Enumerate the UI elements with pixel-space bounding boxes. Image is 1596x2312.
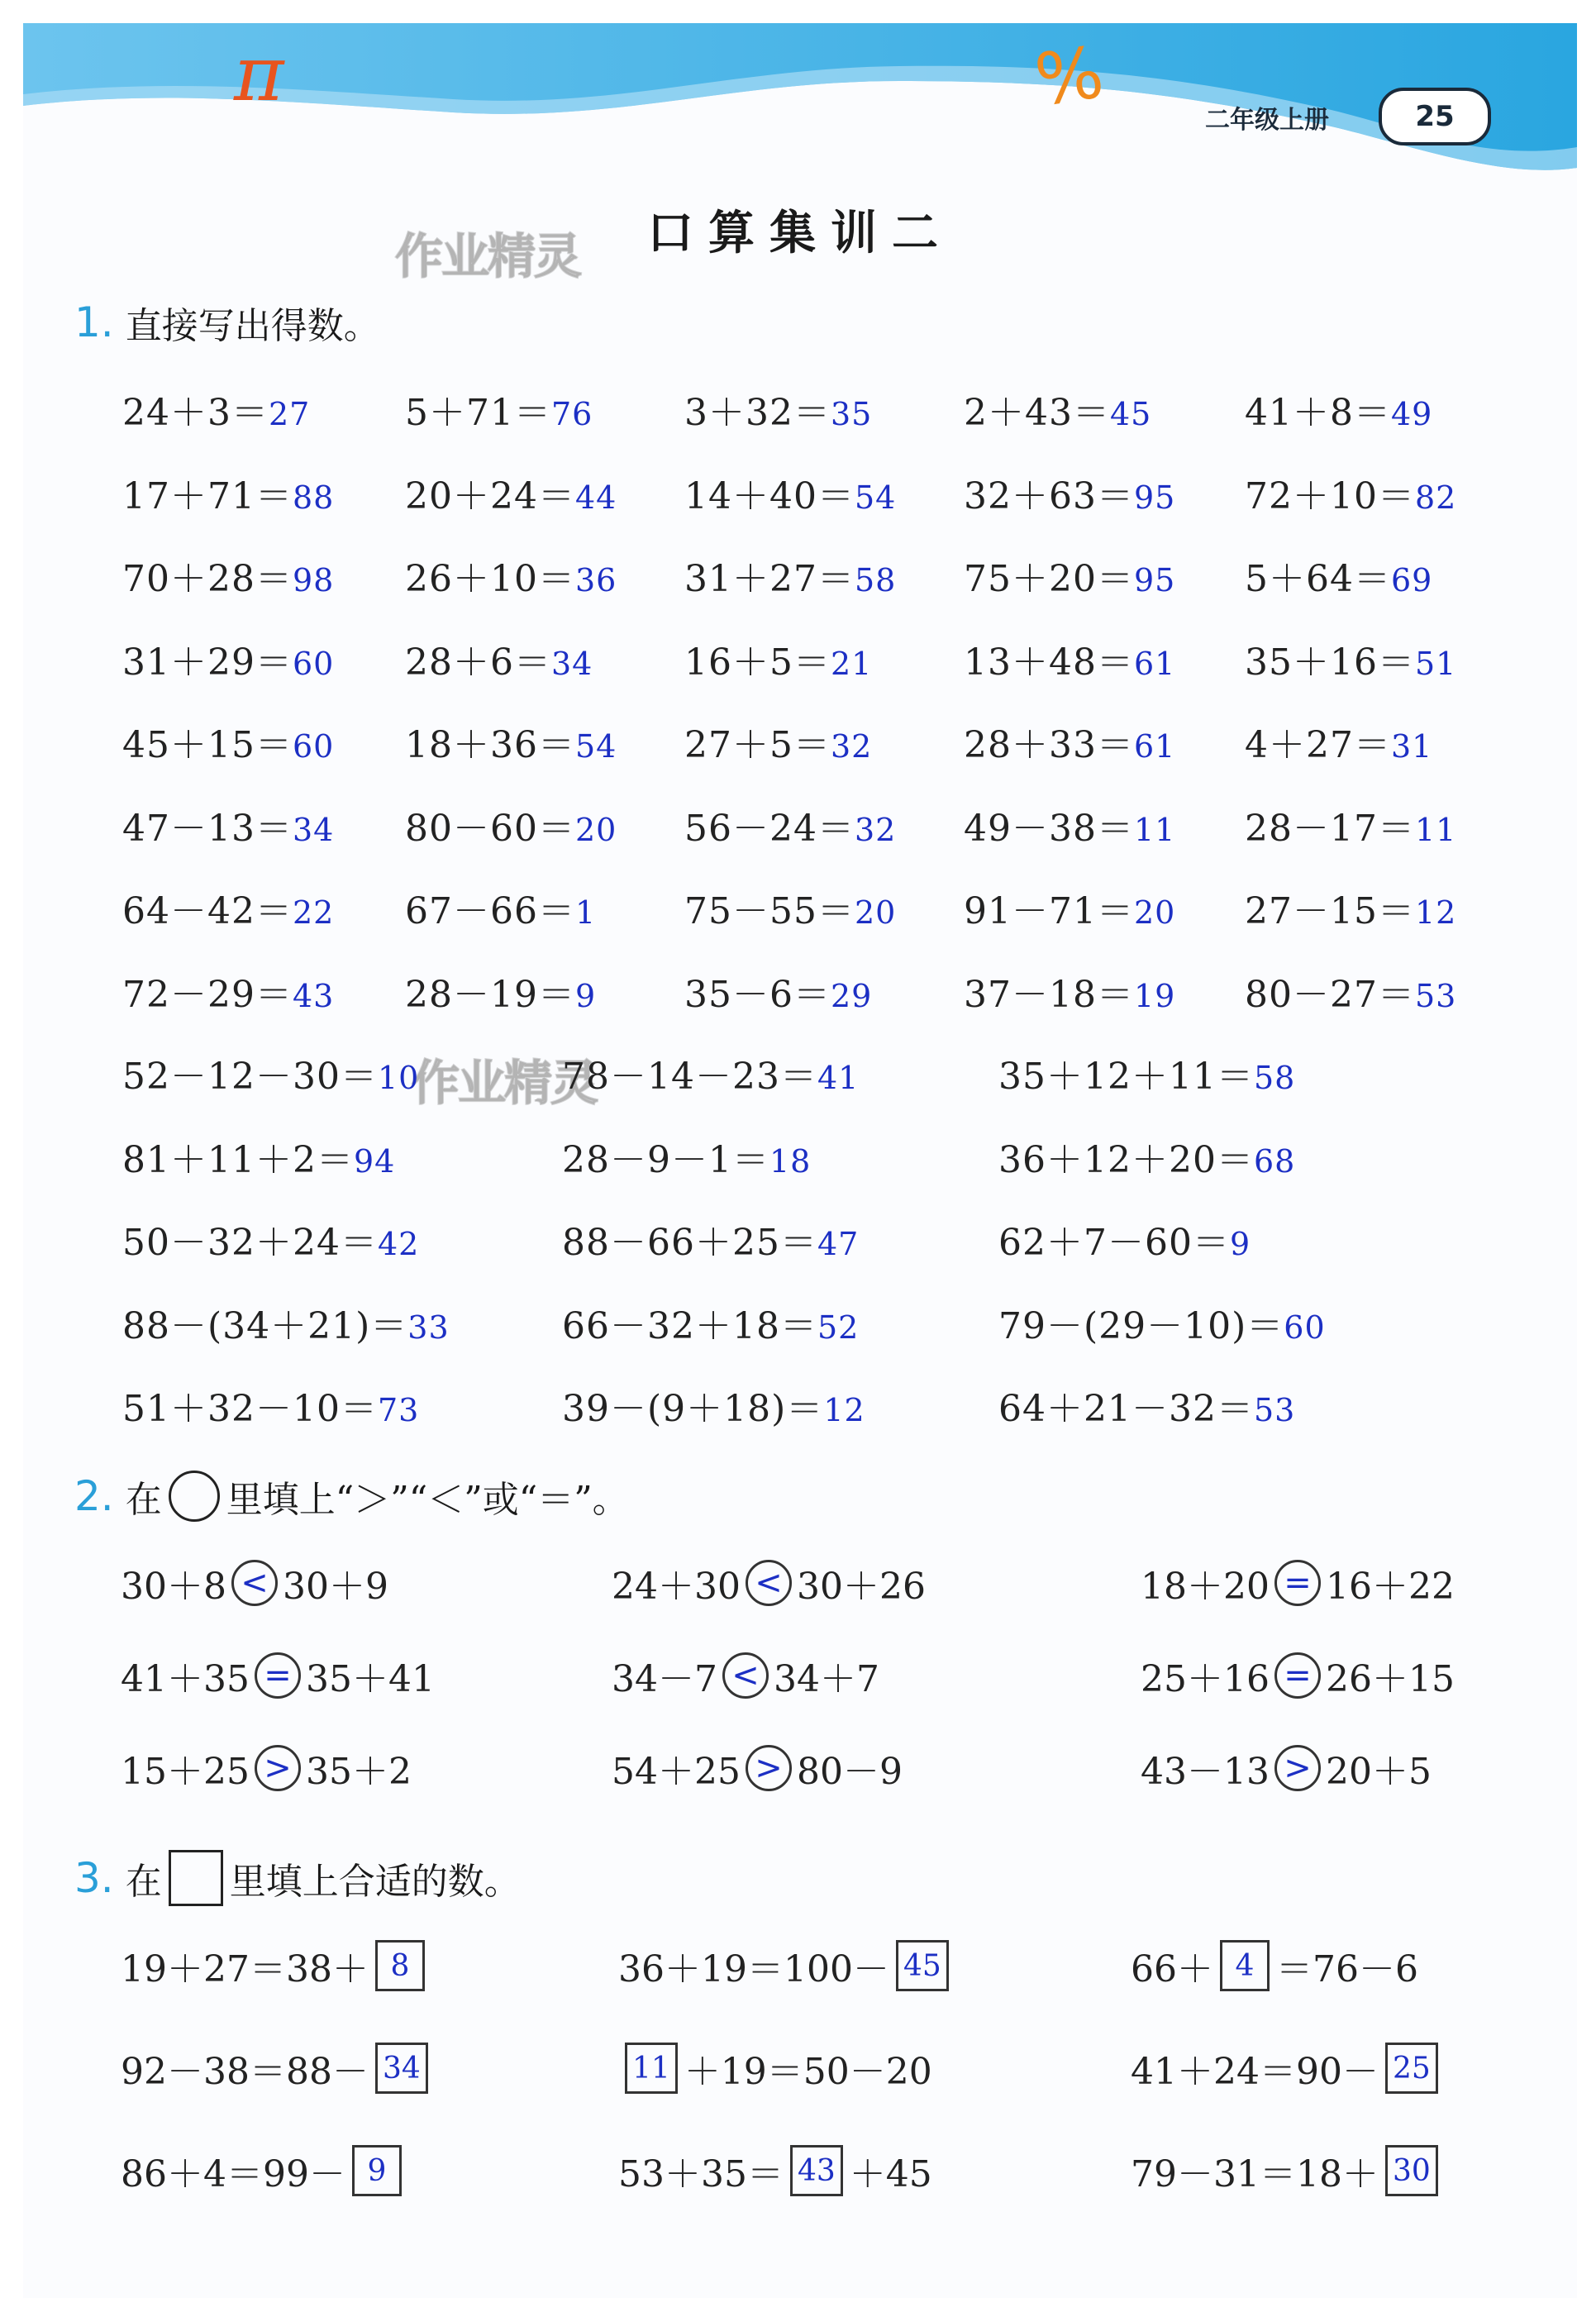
comparison-left: 34－7 — [612, 1658, 717, 1700]
equation-item — [122, 466, 334, 519]
circle-placeholder-icon — [169, 1471, 220, 1522]
equation-item — [964, 798, 1175, 851]
equation-text: 16＋5＝ — [684, 641, 831, 684]
equation-item — [1245, 715, 1432, 768]
equation-item — [964, 881, 1175, 934]
percent-symbol-icon: % — [1030, 31, 1109, 123]
comparison-left: 43－13 — [1141, 1751, 1270, 1793]
equation-item — [964, 549, 1175, 602]
equation-text: 64－42＝ — [122, 890, 293, 932]
equation-text: 24＋3＝ — [122, 392, 269, 434]
fill-in-answer-box: 34 — [375, 2043, 428, 2094]
comparison-item — [612, 1556, 926, 1609]
section-1-heading — [74, 296, 380, 349]
equation-item — [122, 715, 334, 768]
section-instruction: 直接写出得数。 — [125, 305, 380, 347]
equation-text: 70＋28＝ — [122, 558, 293, 600]
equation-item — [998, 1130, 1295, 1183]
comparison-right: 30＋26 — [796, 1566, 926, 1608]
answer-text: 34 — [550, 645, 593, 682]
comparison-left: 54＋25 — [612, 1751, 741, 1793]
equation-text: 31＋27＝ — [684, 558, 855, 600]
answer-text: 88 — [292, 479, 335, 516]
equation-text: 41＋8＝ — [1245, 392, 1391, 434]
equation-text: 26＋10＝ — [405, 558, 575, 600]
answer-text: 69 — [1390, 562, 1433, 598]
comparison-right: 35＋2 — [305, 1751, 412, 1793]
answer-text: 31 — [1390, 728, 1433, 765]
section-number: 3. — [74, 1854, 114, 1902]
answer-text: 58 — [1253, 1060, 1296, 1096]
equation-text: 49－38＝ — [964, 807, 1134, 850]
equation-item — [405, 466, 617, 519]
comparison-item — [121, 1649, 435, 1702]
answer-text: 51 — [1414, 645, 1457, 682]
answer-text: 22 — [292, 894, 335, 931]
fill-in-item — [618, 1939, 955, 1992]
answer-text: 9 — [1229, 1226, 1251, 1262]
equation-text: 28－17＝ — [1245, 807, 1415, 850]
answer-text: 12 — [823, 1392, 865, 1428]
comparison-answer-circle: = — [255, 1652, 301, 1699]
section-2-heading — [74, 1470, 629, 1523]
section-instruction-prefix: 在 — [125, 1479, 162, 1521]
equation-text: 45＋15＝ — [122, 724, 293, 766]
equation-text: 72＋10＝ — [1245, 474, 1415, 517]
equation-item — [122, 632, 334, 685]
fill-in-left: 79－31＝18＋ — [1131, 2153, 1379, 2195]
equation-text: 80－27＝ — [1245, 973, 1415, 1016]
comparison-right: 80－9 — [796, 1751, 903, 1793]
section-number: 1. — [74, 298, 114, 346]
workbook-page — [23, 23, 1577, 2298]
answer-text: 20 — [1133, 894, 1176, 931]
equation-item — [684, 466, 896, 519]
answer-text: 20 — [854, 894, 897, 931]
fill-in-left: 92－38＝88－ — [121, 2051, 369, 2093]
equation-item — [1245, 632, 1456, 685]
answer-text: 1 — [574, 894, 597, 931]
answer-text: 29 — [830, 977, 873, 1014]
comparison-left: 30＋8 — [121, 1566, 226, 1608]
equation-text: 39－(9＋18)＝ — [562, 1388, 824, 1430]
equation-item — [562, 1046, 859, 1099]
equation-item — [964, 466, 1175, 519]
answer-text: 27 — [268, 396, 311, 432]
answer-text: 32 — [830, 728, 873, 765]
fill-in-left: 66＋ — [1131, 1948, 1213, 1990]
answer-text: 12 — [1414, 894, 1457, 931]
answer-text: 54 — [574, 728, 617, 765]
section-number: 2. — [74, 1472, 114, 1520]
grade-label: 二年级上册 — [1205, 106, 1329, 135]
equation-text: 78－14－23＝ — [562, 1056, 817, 1098]
answer-text: 60 — [292, 728, 335, 765]
answer-text: 32 — [854, 811, 897, 848]
fill-in-item — [121, 2042, 435, 2095]
answer-text: 60 — [292, 645, 335, 682]
equation-item — [998, 1213, 1251, 1266]
answer-text: 21 — [830, 645, 873, 682]
equation-text: 3＋32＝ — [684, 392, 831, 434]
equation-text: 81＋11＋2＝ — [122, 1138, 354, 1181]
answer-text: 45 — [1109, 396, 1152, 432]
equation-text: 14＋40＝ — [684, 474, 855, 517]
fill-in-left: 36＋19＝100－ — [618, 1948, 889, 1990]
comparison-left: 25＋16 — [1141, 1658, 1270, 1700]
equation-item — [122, 965, 334, 1018]
equation-item — [964, 632, 1175, 685]
answer-text: 35 — [830, 396, 873, 432]
comparison-left: 41＋35 — [121, 1658, 250, 1700]
answer-text: 68 — [1253, 1142, 1296, 1180]
equation-item — [122, 798, 334, 851]
equation-text: 66－32＋18＝ — [562, 1304, 817, 1347]
equation-text: 62＋7－60＝ — [998, 1222, 1230, 1264]
equation-item — [684, 965, 872, 1018]
comparison-item — [1141, 1649, 1455, 1702]
answer-text: 61 — [1133, 728, 1176, 765]
equation-item — [562, 1130, 811, 1183]
equation-item — [122, 549, 334, 602]
equation-text: 88－66＋25＝ — [562, 1222, 817, 1264]
equation-item — [405, 798, 617, 851]
comparison-item — [1141, 1556, 1455, 1609]
comparison-item — [612, 1649, 879, 1702]
equation-item — [1245, 549, 1432, 602]
comparison-answer-circle: = — [1274, 1560, 1321, 1606]
equation-text: 35－6＝ — [684, 973, 831, 1016]
equation-text: 28＋33＝ — [964, 724, 1134, 766]
equation-text: 50－32＋24＝ — [122, 1222, 378, 1264]
equation-item — [122, 881, 334, 934]
equation-text: 80－60＝ — [405, 807, 575, 850]
equation-item — [998, 1379, 1295, 1432]
fill-in-left: 41＋24＝90－ — [1131, 2051, 1379, 2093]
fill-in-answer-box: 45 — [896, 1940, 949, 1991]
answer-text: 43 — [292, 977, 335, 1014]
pi-symbol-icon: π — [234, 30, 284, 118]
fill-in-item — [121, 1939, 431, 1992]
comparison-item — [121, 1556, 388, 1609]
equation-item — [122, 1130, 395, 1183]
equation-item — [562, 1213, 859, 1266]
equation-item — [1245, 881, 1456, 934]
fill-in-right: ＋19＝50－20 — [684, 2051, 932, 2093]
equation-text: 2＋43＝ — [964, 392, 1110, 434]
equation-text: 91－71＝ — [964, 890, 1134, 932]
equation-item — [405, 383, 593, 436]
section-instruction-prefix: 在 — [125, 1861, 162, 1903]
answer-text: 49 — [1390, 396, 1433, 432]
comparison-item — [121, 1742, 412, 1795]
equation-text: 18＋36＝ — [405, 724, 575, 766]
fill-in-answer-box: 30 — [1385, 2145, 1438, 2196]
equation-item — [964, 965, 1175, 1018]
equation-text: 13＋48＝ — [964, 641, 1134, 684]
equation-text: 37－18＝ — [964, 973, 1134, 1016]
equation-text: 75＋20＝ — [964, 558, 1134, 600]
comparison-right: 20＋5 — [1325, 1751, 1432, 1793]
answer-text: 61 — [1133, 645, 1176, 682]
equation-item — [122, 1379, 419, 1432]
fill-in-answer-box: 43 — [790, 2145, 843, 2196]
answer-text: 58 — [854, 562, 897, 598]
answer-text: 82 — [1414, 479, 1457, 516]
section-instruction: 里填上合适的数。 — [229, 1861, 521, 1903]
equation-item — [122, 383, 310, 436]
equation-text: 75－55＝ — [684, 890, 855, 932]
comparison-right: 30＋9 — [282, 1566, 388, 1608]
equation-text: 64＋21－32＝ — [998, 1388, 1254, 1430]
fill-in-answer-box: 4 — [1220, 1940, 1270, 1991]
answer-text: 98 — [292, 562, 335, 598]
comparison-item — [1141, 1742, 1432, 1795]
answer-text: 53 — [1253, 1392, 1296, 1428]
answer-text: 11 — [1414, 811, 1457, 848]
watermark: 作业精灵 — [395, 228, 581, 284]
answer-text: 73 — [377, 1392, 420, 1428]
equation-text: 47－13＝ — [122, 807, 293, 850]
comparison-right: 34＋7 — [773, 1658, 879, 1700]
equation-text: 88－(34＋21)＝ — [122, 1304, 408, 1347]
fill-in-left: 86＋4＝99－ — [121, 2153, 345, 2195]
fill-in-item — [1131, 2144, 1445, 2197]
comparison-answer-circle: > — [746, 1745, 792, 1791]
equation-item — [998, 1296, 1326, 1349]
square-placeholder-icon — [169, 1850, 223, 1906]
comparison-item — [612, 1742, 903, 1795]
fill-in-right: ＝76－6 — [1276, 1948, 1418, 1990]
answer-text: 94 — [353, 1142, 396, 1180]
equation-item — [964, 715, 1175, 768]
comparison-left: 18＋20 — [1141, 1566, 1270, 1608]
equation-text: 51＋32－10＝ — [122, 1388, 378, 1430]
equation-item — [405, 965, 596, 1018]
answer-text: 47 — [817, 1226, 860, 1262]
comparison-left: 15＋25 — [121, 1751, 250, 1793]
watermark: 作业精灵 — [412, 1055, 598, 1111]
equation-text: 27－15＝ — [1245, 890, 1415, 932]
comparison-right: 35＋41 — [305, 1658, 435, 1700]
fill-in-item — [618, 2042, 932, 2095]
equation-item — [684, 632, 872, 685]
fill-in-answer-box: 25 — [1385, 2043, 1438, 2094]
answer-text: 54 — [854, 479, 897, 516]
equation-text: 56－24＝ — [684, 807, 855, 850]
equation-item — [684, 798, 896, 851]
equation-item — [405, 549, 617, 602]
comparison-answer-circle: < — [746, 1560, 792, 1606]
equation-item — [684, 715, 872, 768]
equation-text: 4＋27＝ — [1245, 724, 1391, 766]
equation-item — [684, 549, 896, 602]
answer-text: 20 — [574, 811, 617, 848]
answer-text: 9 — [574, 977, 597, 1014]
equation-item — [562, 1296, 859, 1349]
fill-in-answer-box: 8 — [375, 1940, 425, 1991]
equation-text: 28－19＝ — [405, 973, 575, 1016]
fill-in-left: 53＋35＝ — [618, 2153, 784, 2195]
equation-item — [684, 881, 896, 934]
equation-text: 32＋63＝ — [964, 474, 1134, 517]
answer-text: 76 — [550, 396, 593, 432]
comparison-answer-circle: < — [231, 1560, 278, 1606]
section-3-heading — [74, 1850, 521, 1906]
equation-item — [1245, 466, 1456, 519]
equation-text: 79－(29－10)＝ — [998, 1304, 1284, 1347]
equation-item — [1245, 383, 1432, 436]
comparison-answer-circle: > — [255, 1745, 301, 1791]
fill-in-item — [1131, 1939, 1418, 1992]
fill-in-right: ＋45 — [849, 2153, 932, 2195]
equation-text: 52－12－30＝ — [122, 1056, 378, 1098]
equation-item — [405, 715, 617, 768]
equation-item — [1245, 798, 1456, 851]
equation-text: 28＋6＝ — [405, 641, 551, 684]
answer-text: 34 — [292, 811, 335, 848]
equation-item — [998, 1046, 1295, 1099]
equation-text: 67－66＝ — [405, 890, 575, 932]
comparison-right: 16＋22 — [1325, 1566, 1455, 1608]
equation-text: 27＋5＝ — [684, 724, 831, 766]
page-number-badge: 25 — [1379, 88, 1491, 145]
equation-text: 72－29＝ — [122, 973, 293, 1016]
fill-in-item — [121, 2144, 408, 2197]
equation-item — [122, 1213, 419, 1266]
answer-text: 36 — [574, 562, 617, 598]
equation-item — [684, 383, 872, 436]
equation-text: 17＋71＝ — [122, 474, 293, 517]
equation-text: 36＋12＋20＝ — [998, 1138, 1254, 1181]
comparison-left: 24＋30 — [612, 1566, 741, 1608]
answer-text: 44 — [574, 479, 617, 516]
fill-in-answer-box: 11 — [625, 2043, 678, 2094]
answer-text: 41 — [817, 1060, 860, 1096]
equation-text: 28－9－1＝ — [562, 1138, 769, 1181]
equation-text: 35＋12＋11＝ — [998, 1056, 1254, 1098]
equation-text: 35＋16＝ — [1245, 641, 1415, 684]
answer-text: 52 — [817, 1309, 860, 1346]
answer-text: 18 — [769, 1142, 812, 1180]
answer-text: 42 — [377, 1226, 420, 1262]
page-title: 口算集训二 — [647, 206, 953, 260]
fill-in-item — [1131, 2042, 1445, 2095]
equation-item — [964, 383, 1151, 436]
comparison-answer-circle: > — [1274, 1745, 1321, 1791]
answer-text: 11 — [1133, 811, 1176, 848]
answer-text: 95 — [1133, 562, 1176, 598]
answer-text: 60 — [1284, 1309, 1326, 1346]
equation-text: 5＋71＝ — [405, 392, 551, 434]
equation-item — [562, 1379, 865, 1432]
equation-item — [1245, 965, 1456, 1018]
fill-in-left: 19＋27＝38＋ — [121, 1948, 369, 1990]
answer-text: 53 — [1414, 977, 1457, 1014]
comparison-right: 26＋15 — [1325, 1658, 1455, 1700]
equation-text: 5＋64＝ — [1245, 558, 1391, 600]
equation-item — [122, 1046, 419, 1099]
answer-text: 10 — [377, 1060, 420, 1096]
answer-text: 33 — [407, 1309, 450, 1346]
equation-item — [405, 632, 593, 685]
comparison-answer-circle: < — [722, 1652, 769, 1699]
answer-text: 95 — [1133, 479, 1176, 516]
equation-item — [122, 1296, 450, 1349]
comparison-answer-circle: = — [1274, 1652, 1321, 1699]
fill-in-item — [618, 2144, 932, 2197]
fill-in-answer-box: 9 — [352, 2145, 402, 2196]
equation-text: 31＋29＝ — [122, 641, 293, 684]
equation-text: 20＋24＝ — [405, 474, 575, 517]
section-instruction: 里填上“＞”“＜”或“＝”。 — [226, 1479, 629, 1521]
answer-text: 19 — [1133, 977, 1176, 1014]
equation-item — [405, 881, 596, 934]
